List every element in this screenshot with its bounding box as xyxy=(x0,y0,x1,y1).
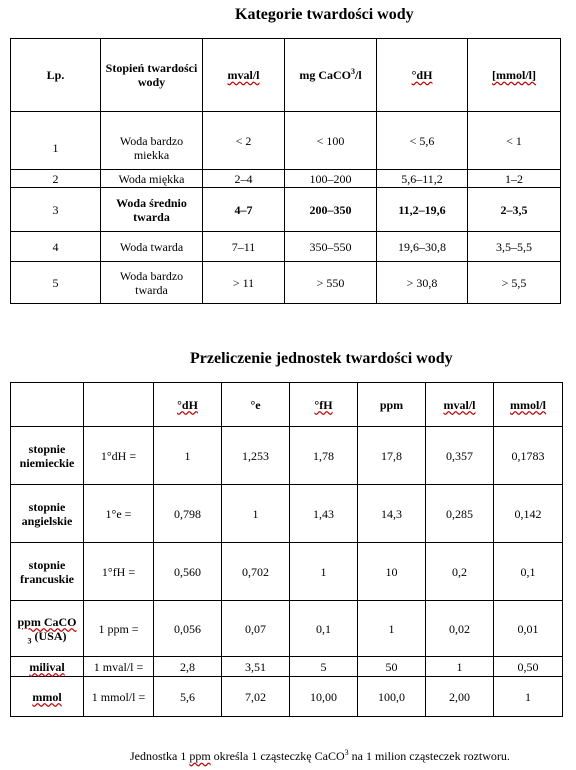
cell-value: 1,78 xyxy=(290,427,358,485)
cell-value: 0,357 xyxy=(426,427,494,485)
header-caco3: mg CaCO$^3$/l xyxy=(285,39,377,112)
hardness-categories-table xyxy=(10,38,561,304)
header-ppm: ppm xyxy=(358,383,426,427)
cell-value: 5,6 xyxy=(154,677,222,717)
cell-caco3: 350–550 xyxy=(285,232,377,262)
cell-value: 1,253 xyxy=(222,427,290,485)
cell-mmol: 2–3,5 xyxy=(468,188,561,232)
row-unit: 1 mmol/l = xyxy=(84,677,154,717)
cell-lp: 2 xyxy=(11,170,101,188)
cell-value: 10,00 xyxy=(290,677,358,717)
row-unit: 1°fH = xyxy=(84,543,154,601)
header-empty xyxy=(11,383,84,427)
cell-mval: > 11 xyxy=(203,262,285,304)
cell-value: 0,07 xyxy=(222,601,290,657)
cell-value: 17,8 xyxy=(358,427,426,485)
cell-value: 50 xyxy=(358,657,426,677)
row-unit: 1 ppm = xyxy=(84,601,154,657)
table-row xyxy=(11,262,561,304)
cell-value: 100,0 xyxy=(358,677,426,717)
cell-value: 1,43 xyxy=(290,485,358,543)
table1-title: Kategorie twardości wody xyxy=(235,6,414,23)
unit-conversion-table xyxy=(10,382,563,717)
row-name: stopnie angielskie xyxy=(11,485,84,543)
cell-dh: 19,6–30,8 xyxy=(377,232,468,262)
cell-value: 2,00 xyxy=(426,677,494,717)
cell-caco3: < 100 xyxy=(285,112,377,170)
cell-dh: 5,6–11,2 xyxy=(377,170,468,188)
row-name: stopnie francuskie xyxy=(11,543,84,601)
cell-mmol: 1–2 xyxy=(468,170,561,188)
cell-value: 0,798 xyxy=(154,485,222,543)
cell-mval: < 2 xyxy=(203,112,285,170)
cell-value: 0,1783 xyxy=(494,427,563,485)
cell-value: 1 xyxy=(426,657,494,677)
cell-value: 0,1 xyxy=(290,601,358,657)
cell-value: 10 xyxy=(358,543,426,601)
table-row xyxy=(11,485,563,543)
table-row xyxy=(11,188,561,232)
cell-name: Woda bardzo twarda xyxy=(101,262,203,304)
row-name: ppm CaCO $_3$ (USA) xyxy=(11,601,84,657)
cell-name: Woda twarda xyxy=(101,232,203,262)
header-stopien: Stopień twardości wody xyxy=(101,39,203,112)
cell-value: 1 xyxy=(358,601,426,657)
cell-value: 1 xyxy=(494,677,563,717)
header-empty xyxy=(84,383,154,427)
table-row xyxy=(11,170,561,188)
cell-value: 2,8 xyxy=(154,657,222,677)
header-mmol: [mmol/l] xyxy=(468,39,561,112)
table2-header-row xyxy=(11,383,563,427)
header-lp: Lp. xyxy=(11,39,101,112)
cell-value: 1 xyxy=(290,543,358,601)
cell-name: Woda miękka xyxy=(101,170,203,188)
cell-dh: 11,2–19,6 xyxy=(377,188,468,232)
cell-value: 5 xyxy=(290,657,358,677)
table-row xyxy=(11,601,563,657)
cell-name: Woda bardzo miekka xyxy=(101,112,203,170)
cell-mval: 2–4 xyxy=(203,170,285,188)
header-fh: °fH xyxy=(290,383,358,427)
table-row xyxy=(11,427,563,485)
row-unit: 1°dH = xyxy=(84,427,154,485)
cell-name: Woda średnio twarda xyxy=(101,188,203,232)
header-dh: °dH xyxy=(377,39,468,112)
cell-value: 0,50 xyxy=(494,657,563,677)
row-unit: 1 mval/l = xyxy=(84,657,154,677)
cell-value: 1 xyxy=(222,485,290,543)
footnote: Jednostka 1 ppm określa 1 cząsteczkę CaCO$^3$ na 1 milion cząsteczek roztworu. xyxy=(130,748,510,763)
cell-value: 0,01 xyxy=(494,601,563,657)
cell-caco3: 100–200 xyxy=(285,170,377,188)
cell-caco3: 200–350 xyxy=(285,188,377,232)
cell-lp: 3 xyxy=(11,188,101,232)
cell-mmol: > 5,5 xyxy=(468,262,561,304)
row-unit: 1°e = xyxy=(84,485,154,543)
table-row xyxy=(11,543,563,601)
row-name: stopnie niemieckie xyxy=(11,427,84,485)
cell-value: 7,02 xyxy=(222,677,290,717)
cell-value: 0,285 xyxy=(426,485,494,543)
cell-lp: 4 xyxy=(11,232,101,262)
header-dh: °dH xyxy=(154,383,222,427)
cell-mval: 4–7 xyxy=(203,188,285,232)
cell-caco3: > 550 xyxy=(285,262,377,304)
header-mmol: mmol/l xyxy=(494,383,563,427)
table2-title: Przeliczenie jednostek twardości wody xyxy=(190,350,453,367)
cell-dh: < 5,6 xyxy=(377,112,468,170)
cell-value: 0,142 xyxy=(494,485,563,543)
header-mval: mval/l xyxy=(203,39,285,112)
cell-mmol: 3,5–5,5 xyxy=(468,232,561,262)
cell-value: 0,702 xyxy=(222,543,290,601)
table-row xyxy=(11,677,563,717)
table1-header-row xyxy=(11,39,561,112)
cell-value: 0,560 xyxy=(154,543,222,601)
cell-value: 1 xyxy=(154,427,222,485)
table-row xyxy=(11,232,561,262)
cell-value: 0,02 xyxy=(426,601,494,657)
header-e: °e xyxy=(222,383,290,427)
row-name: milival xyxy=(11,657,84,677)
cell-mval: 7–11 xyxy=(203,232,285,262)
header-mval: mval/l xyxy=(426,383,494,427)
table-row xyxy=(11,112,561,170)
cell-dh: > 30,8 xyxy=(377,262,468,304)
table-row xyxy=(11,657,563,677)
cell-value: 0,1 xyxy=(494,543,563,601)
cell-value: 0,2 xyxy=(426,543,494,601)
cell-lp: 5 xyxy=(11,262,101,304)
cell-lp: 1 xyxy=(11,112,101,170)
cell-mmol: < 1 xyxy=(468,112,561,170)
cell-value: 14,3 xyxy=(358,485,426,543)
cell-value: 0,056 xyxy=(154,601,222,657)
cell-value: 3,51 xyxy=(222,657,290,677)
row-name: mmol xyxy=(11,677,84,717)
